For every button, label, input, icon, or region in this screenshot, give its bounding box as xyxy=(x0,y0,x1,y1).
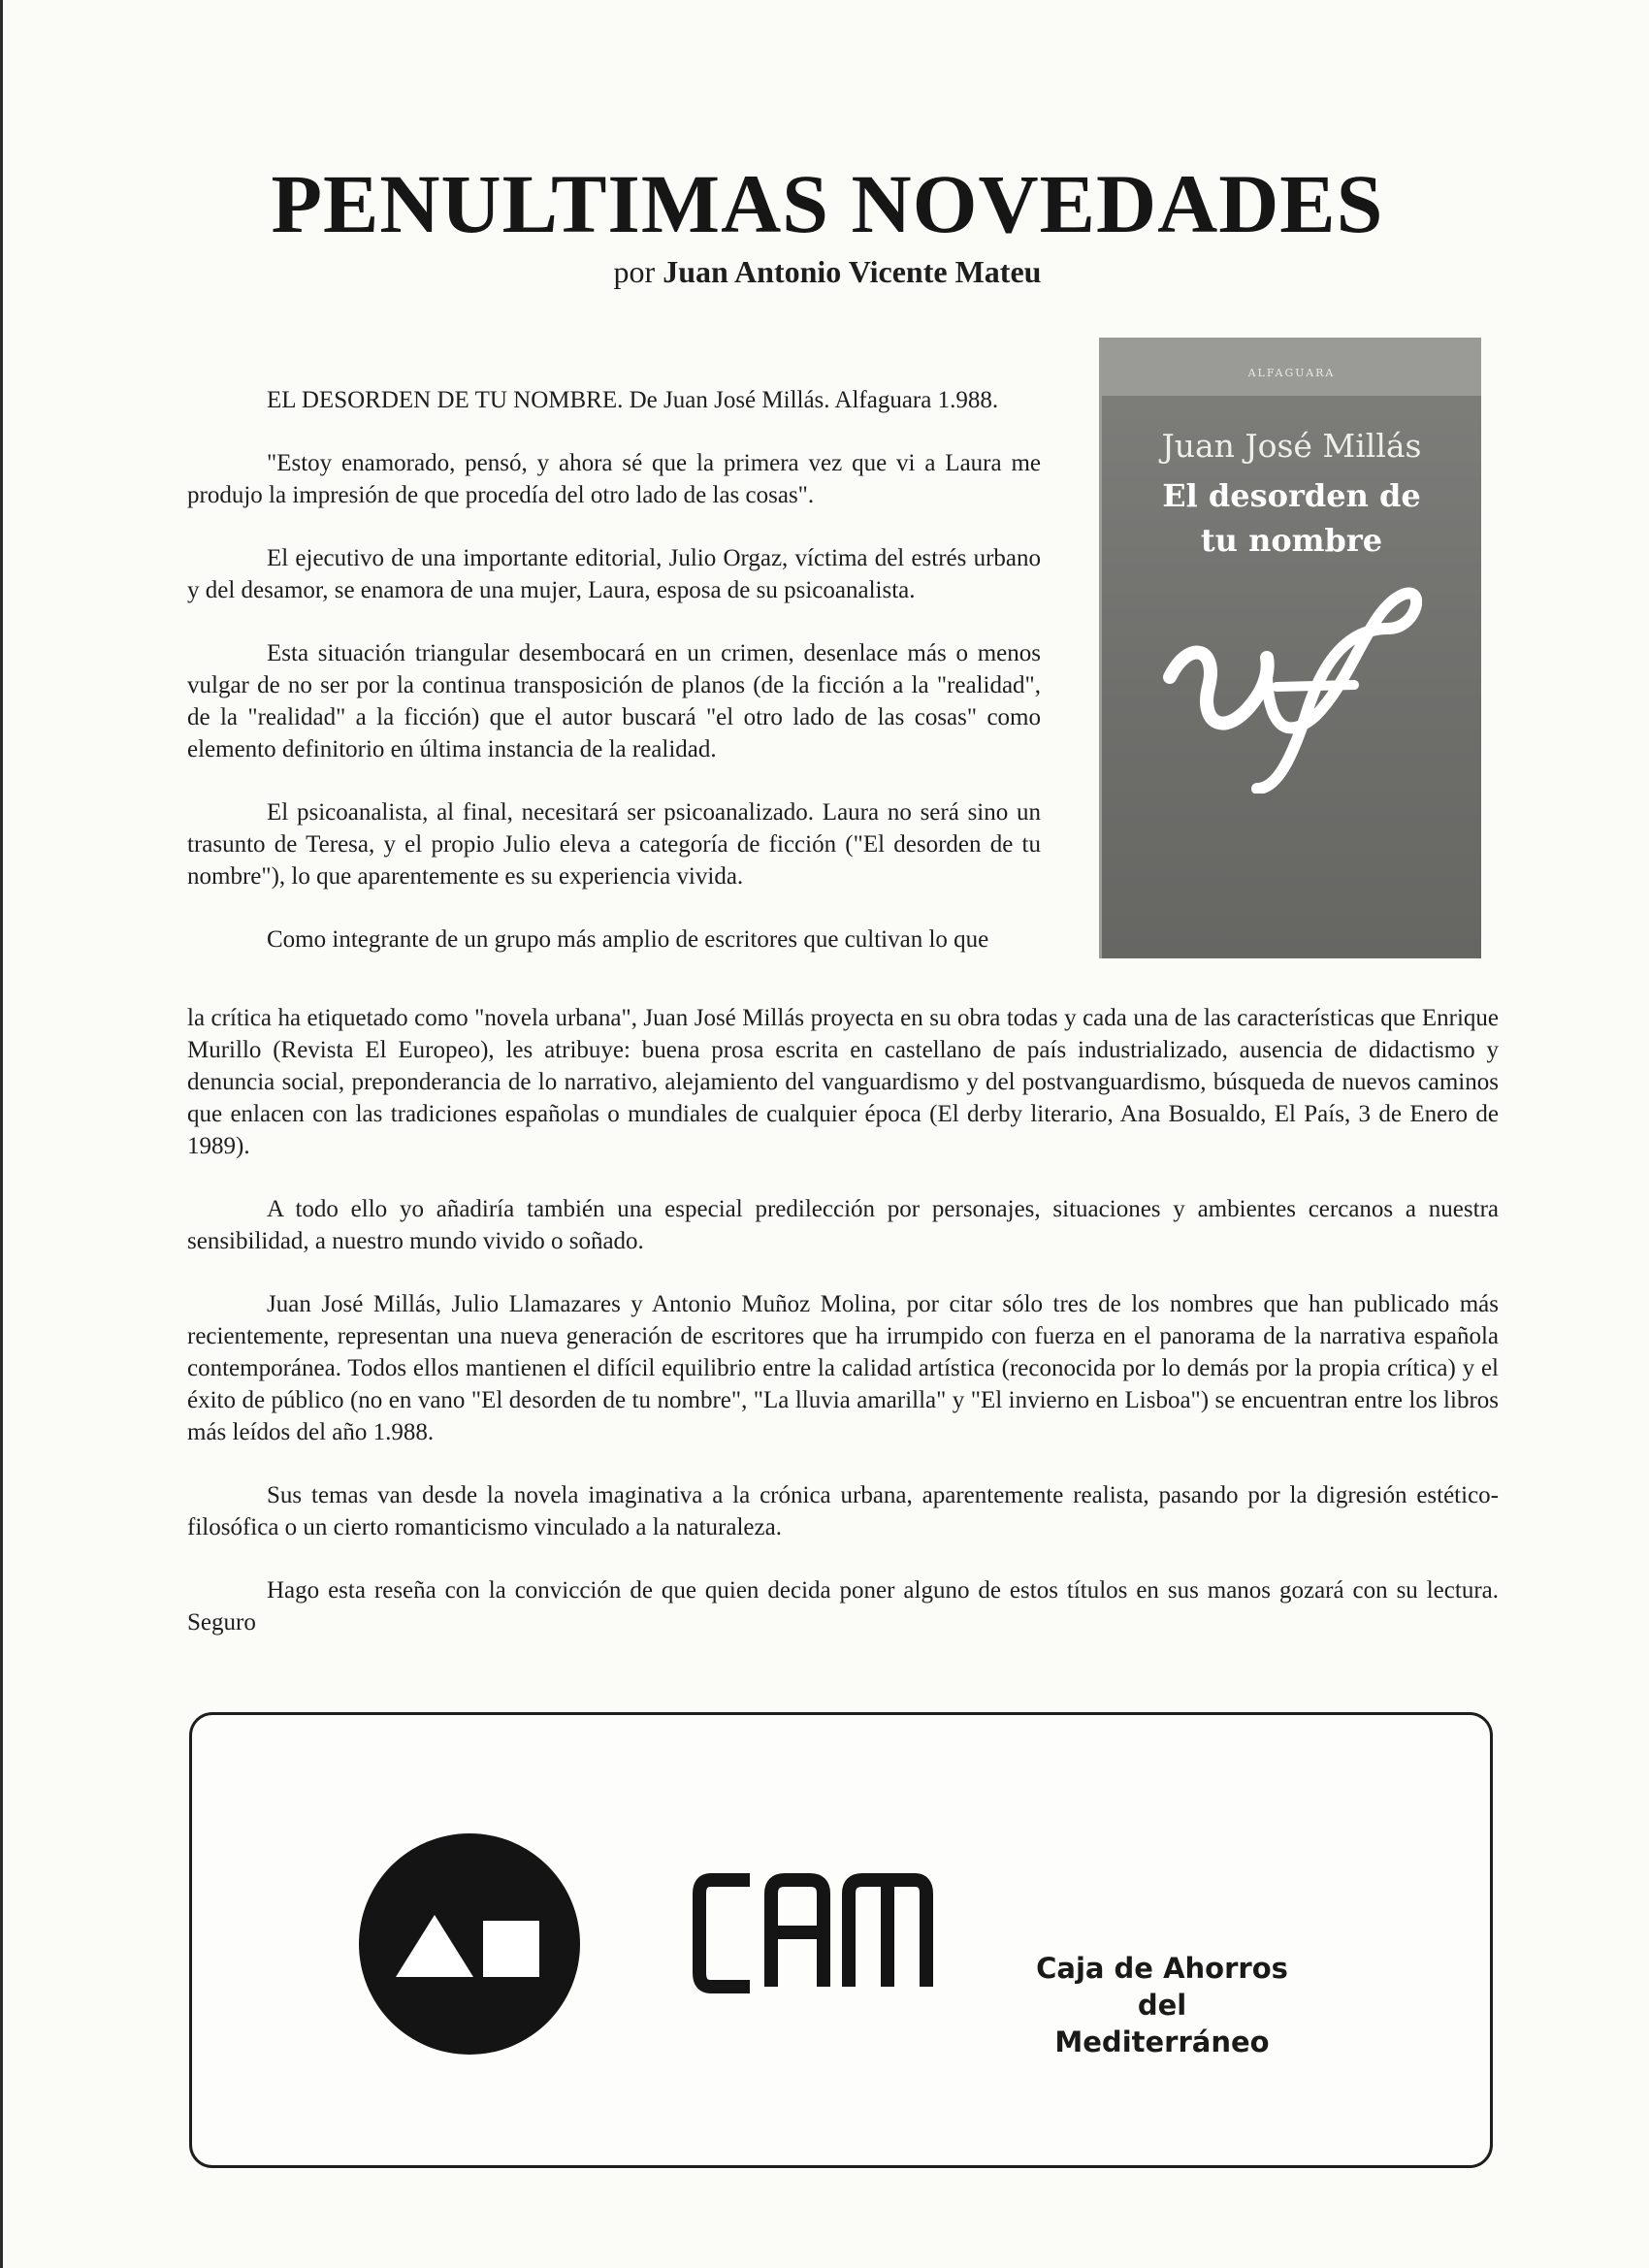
article-paragraph: Juan José Millás, Julio Llamazares y Antonio Muñoz Molina, por citar sólo tres de los nombres que han publicado más recientemente, representan una nueva generación de escritores que ha irrumpido con fuerza en el panorama de la narrativa española contemporánea. Todos ellos mantienen el difícil equilibrio entre la calidad artística (reconocida por lo demás por la propia crítica) y el éxito de público (no en vano "El desorden de tu nombre", "La lluvia amarilla" y "El invierno en Lisboa") se encuentran entre los libros más leídos del año 1.988. xyxy=(187,1291,1499,1445)
article-paragraph: El psicoanalista, al final, necesitará ser psicoanalizado. Laura no será sino un trasunto de Teresa, y el propio Julio eleva a categoría de ficción ("El desorden de tu nombre"), lo que aparentemente es su experiencia vivida. xyxy=(187,799,1041,890)
cam-full-name xyxy=(1026,1950,1298,2060)
article-column-narrow xyxy=(187,384,1041,956)
cam-name-line: del Mediterráneo xyxy=(1054,1989,1270,2058)
article-paragraph: "Estoy enamorado, pensó, y ahora sé que la primera vez que vi a Laura me produjo la impresión de que procedía del otro lado de las cosas". xyxy=(187,450,1041,508)
book-cover-title xyxy=(1102,473,1481,563)
article-paragraph: El ejecutivo de una importante editorial, Julio Orgaz, víctima del estrés urbano y del desamor, se enamora de una mujer, Laura, esposa de su psicoanalista. xyxy=(187,545,1041,603)
book-cover-publisher: ALFAGUARA xyxy=(1247,367,1336,379)
book-cover-author: Juan José Millás xyxy=(1161,427,1422,465)
article-column-wide xyxy=(187,1002,1499,1669)
page-title: PENULTIMAS NOVEDADES xyxy=(271,157,1384,250)
article-paragraph: Esta situación triangular desembocará en un crimen, desenlace más o menos vulgar de no ser por la continua transposición de planos (de la ficción a la "realidad", de la "realidad" a la ficción) que el autor buscará "el otro lado de las cosas" como elemento definitorio en última instancia de la realidad. xyxy=(187,640,1041,762)
book-cover-title-line: tu nombre xyxy=(1200,522,1383,559)
article-paragraph: Hago esta reseña con la convicción de que quien decida poner alguno de estos títulos en sus manos gozará con su lectura. Seguro xyxy=(187,1577,1499,1636)
book-cover-title-line: El desorden de xyxy=(1162,477,1421,514)
article-paragraph: Sus temas van desde la novela imaginativa a la crónica urbana, aparentemente realista, pasando por la digresión estético-filosófica o un cierto romanticismo vinculado a la naturaleza. xyxy=(187,1482,1499,1540)
article-paragraph-continued: la crítica ha etiquetado como "novela urbana", Juan José Millás proyecta en su obra todas y cada una de las características que Enrique Murillo (Revista El Europeo), les atribuye: buena prosa escrita en castellano de país industrializado, ausencia de didactismo y denuncia social, preponderancia de lo narrativo, alejamiento del vanguardismo y del postvanguardismo, búsqueda de nuevos caminos que enlacen con las tradiciones españolas o mundiales de cualquier época (El derby literario, Ana Bosualdo, El País, 3 de Enero de 1989). xyxy=(187,1005,1499,1159)
cam-advertisement xyxy=(189,1712,1493,2168)
byline-author: Juan Antonio Vicente Mateu xyxy=(663,254,1042,289)
byline xyxy=(3,254,1649,290)
byline-prefix: por xyxy=(613,254,656,289)
article-paragraph: EL DESORDEN DE TU NOMBRE. De Juan José Millás. Alfaguara 1.988. xyxy=(267,387,999,413)
cam-wordmark xyxy=(692,1870,934,1996)
monogram-icon xyxy=(1160,570,1422,794)
article-paragraph: A todo ello yo añadiría también una especial predilección por personajes, situaciones y ambientes cercanos a nuestra sensibilidad, a nuestro mundo vivido o soñado. xyxy=(187,1196,1499,1254)
cam-logo-icon xyxy=(357,1831,582,2057)
cam-wordmark-text: CAM xyxy=(692,1870,695,1871)
book-cover-image xyxy=(1099,338,1481,958)
cam-name-line: Caja de Ahorros xyxy=(1036,1952,1288,1985)
article-paragraph-first-line: Como integrante de un grupo más amplio de escritores que cultivan lo que xyxy=(267,926,989,953)
